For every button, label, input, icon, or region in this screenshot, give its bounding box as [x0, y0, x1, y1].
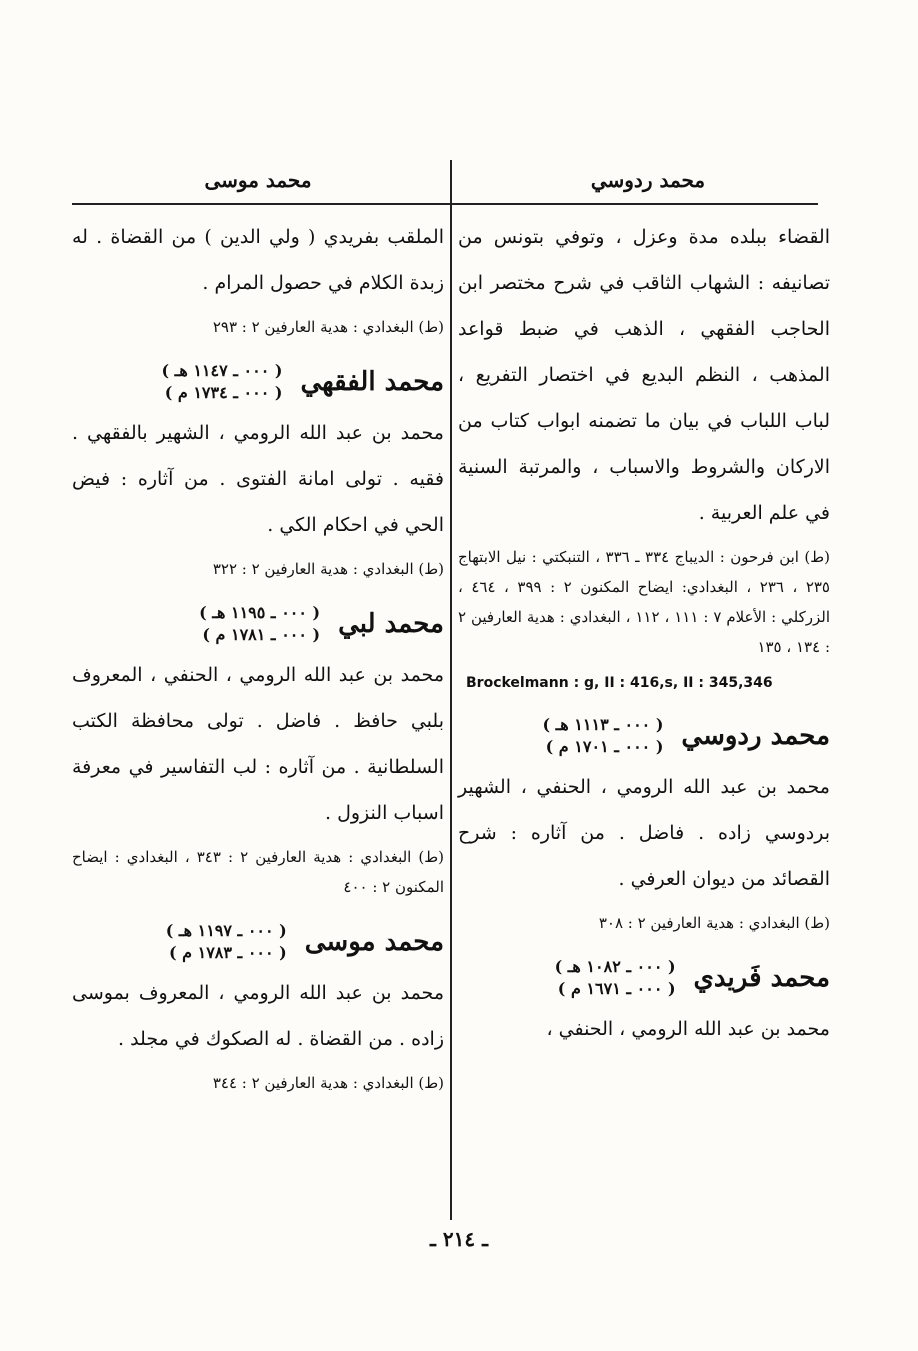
entry-name: محمد لبي [338, 609, 444, 639]
entry-dates [199, 602, 320, 646]
right-entry-2-heading [458, 714, 830, 758]
entry-dates [166, 920, 287, 964]
right-reference-1: (ط) ابن فرحون : الديباج ٣٣٤ ـ ٣٣٦ ، التنبكتي : نيل الابتهاج ٢٣٥ ، ٢٣٦ ، البغدادي: ايضاح المكنون ٢ : ٣٩٩ ، ٤٦٤ ، الزركلي : الأعلام ٧ : ١١١ ، ١١٢ ، البغدادي : هدية العارفين ٢ : ١٣٤ ، ١٣٥ [458, 548, 831, 656]
entry-date-hijri: ( ٠٠٠ ـ ١١٤٧ هـ ) [161, 361, 283, 380]
right-column [458, 214, 830, 1058]
left-paragraph-1: الملقب بفريدي ( ولي الدين ) من القضاة . له زبدة الكلام في حصول المرام . [72, 226, 444, 294]
header-rule [72, 203, 818, 205]
right-reference-2: (ط) البغدادي : هدية العارفين ٢ : ٣٠٨ [598, 914, 830, 932]
right-latin-reference: Brockelmann : g, II : 416,s, II : 345,346 [466, 675, 773, 691]
left-paragraph-3: محمد بن عبد الله الرومي ، الحنفي ، المعروف بلبي حافظ . فاضل . تولى محافظة الكتب السلطانية . من آثاره : لب التفاسير في معرفة اسباب النزول . [72, 664, 444, 824]
entry-date-hijri: ( ٠٠٠ ـ ١١٩٥ هـ ) [199, 603, 321, 622]
entry-date-gregorian: ( ٠٠٠ ـ ١٧٠١ م ) [545, 737, 664, 756]
left-reference-3: (ط) البغدادي : هدية العارفين ٢ : ٣٤٣ ، البغدادي : ايضاح المكنون ٢ : ٤٠٠ [72, 848, 444, 896]
left-running-header: محمد موسى [204, 168, 312, 192]
left-reference-4: (ط) البغدادي : هدية العارفين ٢ : ٣٤٤ [212, 1074, 444, 1092]
entry-date-hijri: ( ٠٠٠ ـ ١١١٣ هـ ) [542, 715, 664, 734]
left-entry-3-heading [72, 920, 444, 964]
right-paragraph-1: القضاء ببلده مدة وعزل ، وتوفي بتونس من تصانيفه : الشهاب الثاقب في شرح مختصر ابن الحاجب الفقهي ، الذهب في ضبط قواعد المذهب ، النظم البديع في اختصار التفريع ، لباب اللباب في بيان ما تضمنه ابواب كتاب من الاركان والشروط والاسباب ، والمرتبة السنية في علم العربية . [458, 226, 830, 524]
entry-date-gregorian: ( ٠٠٠ ـ ١٧٨١ م ) [202, 625, 321, 644]
entry-date-hijri: ( ٠٠٠ ـ ١٠٨٢ هـ ) [554, 957, 676, 976]
entry-dates [542, 714, 663, 758]
left-column [72, 214, 444, 1106]
right-running-header: محمد ردوسي [590, 168, 706, 192]
left-entry-2-heading [72, 602, 444, 646]
right-paragraph-2: محمد بن عبد الله الرومي ، الحنفي ، الشهير بردوسي زاده . فاضل . من آثاره : شرح القصائد من ديوان العرفي . [458, 776, 830, 890]
entry-dates [555, 956, 676, 1000]
entry-name: محمد فَريدي [693, 963, 830, 993]
column-divider [450, 160, 452, 1220]
entry-date-gregorian: ( ٠٠٠ ـ ١٦٧١ م ) [557, 979, 676, 998]
entry-date-gregorian: ( ٠٠٠ ـ ١٧٨٣ م ) [168, 943, 287, 962]
right-paragraph-3: محمد بن عبد الله الرومي ، الحنفي ، [546, 1018, 830, 1040]
left-reference-1: (ط) البغدادي : هدية العارفين ٢ : ٢٩٣ [212, 318, 444, 336]
page-number: ـ ٢١٤ ـ [430, 1227, 488, 1251]
left-reference-2: (ط) البغدادي : هدية العارفين ٢ : ٣٢٢ [212, 560, 444, 578]
left-paragraph-4: محمد بن عبد الله الرومي ، المعروف بموسى زاده . من القضاة . له الصكوك في مجلد . [72, 982, 444, 1050]
entry-date-hijri: ( ٠٠٠ ـ ١١٩٧ هـ ) [165, 921, 287, 940]
entry-date-gregorian: ( ٠٠٠ ـ ١٧٣٤ م ) [164, 383, 283, 402]
entry-name: محمد موسى [304, 927, 444, 957]
left-paragraph-2: محمد بن عبد الله الرومي ، الشهير بالفقهي . فقيه . تولى امانة الفتوى . من آثاره : فيض الحي في احكام الكي . [72, 422, 444, 536]
right-entry-3-heading [458, 956, 830, 1000]
entry-dates [161, 360, 282, 404]
entry-name: محمد ردوسي [681, 721, 830, 751]
entry-name: محمد الفقهي [300, 367, 444, 397]
left-entry-1-heading [72, 360, 444, 404]
